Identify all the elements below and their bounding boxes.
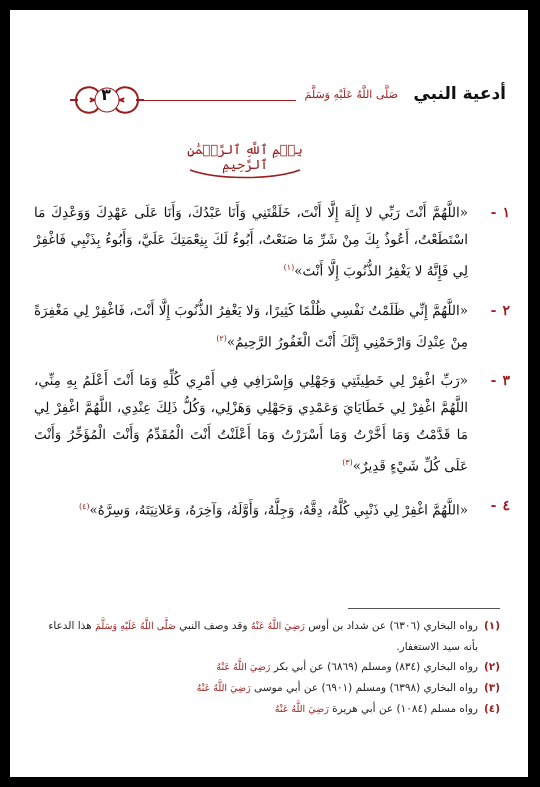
header-salawat: صَلَّى اللَّهُ عَلَيْهِ وَسَلَّمَ [304, 88, 398, 101]
book-page [10, 10, 528, 777]
footnote-ref[interactable]: (٢) [216, 333, 227, 343]
dua-text: «اللَّهُمَّ إِنِّي ظَلَمْتُ نَفْسِي ظُلْمًا كَثِيرًا، وَلا يَغْفِرُ الذُّنُوبَ إِلَّا أَنْتَ، فَاغْفِرْ لِي مَغْفِرَةً مِنْ عِنْدِكَ وَارْحَمْنِي إِنَّكَ أَنْتَ الْغَفُورُ الرَّحِيمُ»$^{(٢)}$ [34, 302, 468, 350]
dua-number: ٤- [490, 497, 510, 514]
honorific: رَضِيَ اللَّهُ عَنْهُ [274, 704, 329, 715]
footnotes [34, 616, 500, 720]
footnote-number: (٣) [483, 682, 500, 694]
dua-text: «اللَّهُمَّ اغْفِرْ لِي ذَنْبِي كُلَّهُ، دِقَّهُ، وَجِلَّهُ، وَأَوَّلَهُ، وَآخِرَهُ، وَعَلانِيَتَهُ، وَسِرَّهُ»$^{(٤)}$ [78, 501, 468, 518]
footnote-number: (٤) [483, 703, 500, 715]
footnote-text: رواه البخاري (٨٣٤) ومسلم (٦٨٦٩) عن أبي بكر [273, 661, 478, 673]
footnote-ref[interactable]: (١) [283, 263, 295, 272]
footnote-text: رواه مسلم (١٠٨٤) عن أبي هريرة [332, 703, 478, 715]
honorific: صَلَّى اللَّهُ عَلَيْهِ وَسَلَّمَ [95, 621, 176, 632]
dua-number: ٢- [490, 302, 510, 319]
dua-list [34, 200, 510, 536]
basmala: بِسۡمِ ٱللَّهِ ٱلرَّحۡمَٰنِ ٱلرَّحِيمِ [187, 143, 303, 173]
page-title: أدعية النبي [413, 84, 506, 104]
dua-number: ٣- [490, 373, 510, 389]
footnote [34, 699, 500, 720]
footnote-text: وقد وصف النبي [179, 620, 248, 632]
honorific: رَضِيَ اللَّهُ عَنْهُ [216, 662, 271, 673]
page-header [10, 70, 528, 128]
dua-item [34, 200, 510, 286]
footnote [34, 657, 500, 678]
footnote-ref[interactable]: (٣) [342, 458, 353, 467]
honorific: رَضِيَ اللَّهُ عَنْهُ [196, 683, 251, 694]
footnote-number: (١) [483, 620, 500, 632]
honorific: رَضِيَ اللَّهُ عَنْهُ [250, 621, 305, 632]
dua-text: «رَبِّ اغْفِرْ لِي خَطِيئَتِي وَجَهْلِي وَإِسْرَافِي فِي أَمْرِي كُلِّهِ وَمَا أَنْتَ أَعْلَمُ بِهِ مِنِّي، اللَّهُمَّ اغْفِرْ لِي خَطَايَايَ وَعَمْدِي وَجَهْلِي وَهَزْلِي، وَكُلُّ ذَلِكَ عِنْدِي، اللَّهُمَّ اغْفِرْ لِي مَا قَدَّمْتُ وَمَا أَخَّرْتُ وَمَا أَسْرَرْتُ وَمَا أَعْلَنْتُ أَنْتَ الْمُقَدِّمُ وَأَنْتَ الْمُؤَخِّرُ وَأَنْتَ عَلَى كُلِّ شَيْءٍ قَدِيرٌ»$^{(٣)}$ [34, 373, 468, 475]
footnote-text: هذا الدعاء بأنه سيد الاستغفار. [48, 620, 478, 653]
dua-item [34, 368, 510, 481]
dua-text: «اللَّهُمَّ أَنْتَ رَبِّي لا إِلَهَ إِلَّا أَنْتَ، خَلَقْتَنِي وَأَنَا عَبْدُكَ، وَأَنَا عَلَى عَهْدِكَ وَوَعْدِكَ مَا اسْتَطَعْتُ، أَعُوذُ بِكَ مِنْ شَرِّ مَا صَنَعْتُ، أَبُوءُ لَكَ بِنِعْمَتِكَ عَلَيَّ، وَأَبُوءُ بِذَنْبِي فَاغْفِرْ لِي فَإِنَّهُ لا يَغْفِرُ الذُّنُوبَ إِلَّا أَنْتَ»$^{(١)}$ [34, 205, 468, 280]
footnote [34, 616, 500, 657]
header-rule [142, 100, 296, 101]
footnote [34, 678, 500, 699]
footnote-text: رواه البخاري (٦٣٩٨) ومسلم (٦٩٠١) عن أبي موسى [254, 682, 478, 694]
footnote-ref[interactable]: (٤) [78, 501, 90, 511]
dua-item [34, 493, 510, 525]
dua-number: ١- [490, 205, 510, 221]
footnote-number: (٢) [483, 661, 500, 673]
footnote-text: رواه البخاري (٦٣٠٦) عن شداد بن أوس [308, 620, 478, 632]
basmala-flourish-icon [188, 166, 302, 180]
footnote-divider [348, 608, 500, 609]
page-number: ٣ [101, 85, 111, 104]
dua-item [34, 298, 510, 357]
